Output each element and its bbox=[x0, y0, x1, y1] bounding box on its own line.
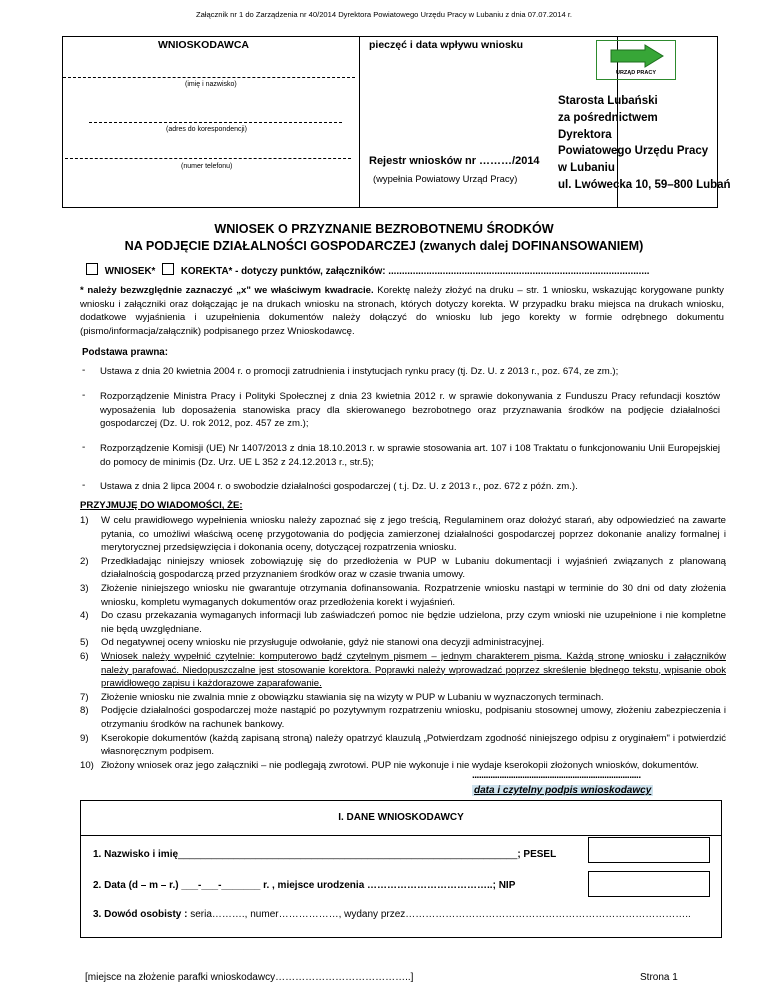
bullet: - bbox=[82, 442, 86, 453]
labour-office-logo bbox=[596, 40, 676, 80]
legal-item: Rozporządzenie Ministra Pracy i Polityki Społecznej z dnia 23 kwietnia 2012 r. w sprawie dokonywania z Funduszu Pracy refundacji kosztów wyposażenia lub doposażenia stanowiska pracy dla skierowanego bezrobotnego oraz przyznawania środków na podjęcie działalności gospodarczej (Dz. U. rok 2012, poz. 457 ze zm.); bbox=[100, 391, 720, 430]
korekta-checkbox[interactable] bbox=[162, 263, 174, 275]
id-card-row[interactable] bbox=[93, 909, 691, 920]
addressee-line: w Lubaniu bbox=[558, 162, 615, 175]
id-card-fields[interactable]: seria………., numer………………, wydany przez………………………………………………………………………….. bbox=[187, 909, 691, 920]
nip-field[interactable] bbox=[588, 871, 710, 897]
bullet: - bbox=[82, 480, 86, 491]
address-label: (adres do korespondencji) bbox=[166, 126, 247, 133]
list-item: 1) W celu prawidłowego wypełnienia wniosku należy zapoznać się z jego treścią, Regulaminem oraz dołożyć starań, aby odpowiedzieć na zawarte pytania, co umożliwi właściwą ocenę przygotowania do podjęcia zamierzonej działalności gospodarczej poprzez dokonanie analizy formalnej i merytorycznej przedsięwzięcia i dokonania oceny, dotyczącej rozpatrzenia wniosku. bbox=[80, 515, 726, 554]
korekta-label: KOREKTA* bbox=[180, 266, 233, 277]
pesel-field[interactable] bbox=[588, 837, 710, 863]
applicant-heading: WNIOSKODAWCA bbox=[158, 39, 249, 51]
register-note: (wypełnia Powiatowy Urząd Pracy) bbox=[373, 173, 518, 184]
pesel-label: ; PESEL bbox=[517, 849, 557, 860]
list-item: 3) Złożenie niniejszego wniosku nie gwarantuje otrzymania dofinansowania. Rozpatrzenie wniosku nastąpi w terminie do 30 dni od daty złożenia wniosku, kompletu wymaganych dokumentów oraz przedłożenia korekt i wyjaśnień. bbox=[80, 582, 726, 608]
register-label: Rejestr wniosków nr ………/2014 bbox=[369, 155, 540, 167]
correction-points-field[interactable]: - dotyczy punktów, załączników: ................................................................................................ bbox=[232, 266, 650, 277]
instruction-note bbox=[80, 284, 724, 338]
list-item: 8) Podjęcie działalności gospodarczej może nastąpić po pozytywnym rozpatrzeniu wniosku, podpisaniu stosownej umowy, złożeniu zabezpieczenia i otrzymaniu środków na rachunek bankowy. bbox=[80, 705, 726, 730]
name-label: (imię i nazwisko) bbox=[185, 81, 237, 88]
section-heading: I. DANE WNIOSKODAWCY bbox=[81, 801, 721, 836]
bullet: - bbox=[82, 365, 86, 376]
section-applicant-data bbox=[80, 800, 722, 938]
id-card-label: 3. Dowód osobisty : bbox=[93, 909, 188, 920]
legal-item: Ustawa z dnia 20 kwietnia 2004 r. o promocji zatrudnienia i instytucjach rynku pracy (tj. Dz. U. z 2013 r., poz. 674, ze zm.); bbox=[100, 366, 619, 377]
arrow-logo-icon bbox=[609, 44, 665, 68]
address-line[interactable] bbox=[89, 122, 342, 123]
acknowledgement-list bbox=[80, 514, 726, 772]
list-item: 5) Od negatywnej oceny wniosku nie przysługuje odwołanie, gdyż nie stanowi ona decyzji administracyjnej. bbox=[80, 637, 545, 649]
addressee-block bbox=[558, 93, 731, 194]
phone-line[interactable] bbox=[65, 158, 351, 159]
initials-placeholder[interactable]: [miejsce na złożenie parafki wnioskodawcy…………………………………..] bbox=[85, 972, 414, 983]
addressee-line: Dyrektora bbox=[558, 128, 612, 141]
name-row bbox=[93, 849, 556, 860]
legal-item: Ustawa z dnia 2 lipca 2004 r. o swobodzie działalności gospodarczej ( t.j. Dz. U. z 2013 r., poz. 672 z późn. zm.). bbox=[100, 481, 578, 492]
signature-label: data i czytelny podpis wnioskodawcy bbox=[474, 785, 652, 796]
signature-line[interactable]: .......................................................................... bbox=[472, 770, 641, 781]
full-name-label: 1. Nazwisko i imię bbox=[93, 849, 179, 860]
attachment-note: Załącznik nr 1 do Zarządzenia nr 40/2014 Dyrektora Powiatowego Urzędu Pracy w Lubaniu z dnia 07.07.2014 r. bbox=[195, 10, 573, 19]
bullet: - bbox=[82, 390, 86, 401]
note-bold: * należy bezwzględnie zaznaczyć „x" we właściwym kwadracie. bbox=[80, 285, 374, 296]
page-number: Strona 1 bbox=[640, 972, 678, 983]
note-text: Korektę należy złożyć na druku – str. 1 wniosku, wskazując korygowane punkty wniosku i załączniki oraz dołączając je na drukach wniosku na stronach, których dotyczy korekta. W przypadku braku miejsca na drukach wniosku, dodatkowe wyjaśnienia i uzupełnienia dokumentów należy dołączyć do wniosku lub jego korekty w formie odrębnego dokumentu (pismo/informacja/załącznik) podpisanego przez Wnioskodawcę. bbox=[80, 285, 724, 337]
legal-item: Rozporządzenie Komisji (UE) Nr 1407/2013 z dnia 18.10.2013 r. w sprawie stosowania art. 107 i 108 Traktatu o funkcjonowaniu Unii Europejskiej do pomocy de minimis (Dz. Urz. UE L 352 z 24.12.2013 r., str.5); bbox=[100, 443, 720, 468]
addressee-line: Starosta Lubański bbox=[558, 95, 658, 107]
birth-date-row[interactable]: 2. Data (d – m – r.) ___-___-_______ r. , miejsce urodzenia ………………………………..; NIP bbox=[93, 880, 516, 891]
list-item: 6) Wniosek należy wypełnić czytelnie: komputerowo bądź czytelnym pismem – jednym charakterem pisma. Każdą stronę wniosku i załączników należy parafować. Niedopuszczalne jest stosowanie korektora. Poprawki należy wprowadzać poprzez skreślenie błędnego tekstu, wpisanie obok prawidłowego zapisu i każdorazowe zaparafowanie. bbox=[80, 650, 726, 690]
legal-basis-heading: Podstawa prawna: bbox=[82, 347, 169, 358]
name-line[interactable] bbox=[63, 77, 355, 78]
list-item: 9) Kserokopie dokumentów (każdą zapisaną stroną) należy opatrzyć klauzulą „Potwierdzam zgodność niniejszego odpisu z oryginałem" i potwierdzić własnoręcznym podpisem. bbox=[80, 732, 726, 758]
wniosek-checkbox[interactable] bbox=[86, 263, 98, 275]
acknowledgement-heading: PRZYJMUJĘ DO WIADOMOŚCI, ŻE: bbox=[80, 500, 243, 511]
phone-label: (numer telefonu) bbox=[181, 163, 233, 170]
addressee-line: Powiatowego Urzędu Pracy bbox=[558, 145, 709, 158]
applicant-column bbox=[63, 37, 360, 207]
application-type-row bbox=[86, 263, 650, 277]
addressee-line: za pośrednictwem bbox=[558, 111, 658, 124]
wniosek-label: WNIOSEK* bbox=[104, 266, 156, 277]
list-item: 2) Przedkładając niniejszy wniosek zobowiązuję się do przedłożenia w PUP w Lubaniu dokumentacji i wyjaśnień związanych z planowaną działalnością gospodarczą przed przyznaniem środków oraz w czasie trwania umowy. bbox=[80, 555, 726, 581]
stamp-heading: pieczęć i data wpływu wniosku bbox=[369, 39, 524, 51]
addressee-line: ul. Lwówecka 10, 59–800 Lubań bbox=[558, 178, 731, 191]
logo-text: URZĄD PRACY bbox=[615, 70, 657, 76]
form-title-line1: WNIOSEK O PRZYZNANIE BEZROBOTNEMU ŚRODKÓW bbox=[214, 222, 554, 236]
full-name-field[interactable]: _____________________________________________________________ bbox=[178, 849, 518, 860]
form-title-line2: NA PODJĘCIE DZIAŁALNOŚCI GOSPODARCZEJ (zwanych dalej DOFINANSOWANIEM) bbox=[124, 239, 644, 253]
list-item: 7) Złożenie wniosku nie zwalnia mnie z obowiązku stawiania się na wizyty w PUP w Lubaniu w wyznaczonych terminach. bbox=[80, 691, 604, 703]
list-item: 10) Złożony wniosek oraz jego załączniki – nie podlegają zwrotowi. PUP nie wykonuje i nie wydaje kserokopii złożonych wniosków, dokumentów. bbox=[80, 759, 699, 771]
list-item: 4) Do czasu przekazania wymaganych informacji lub zaświadczeń pomoc nie będzie udzielona, przy czym wnioski nie uzupełnione i nie kompletne nie będą uwzględniane. bbox=[80, 610, 726, 635]
